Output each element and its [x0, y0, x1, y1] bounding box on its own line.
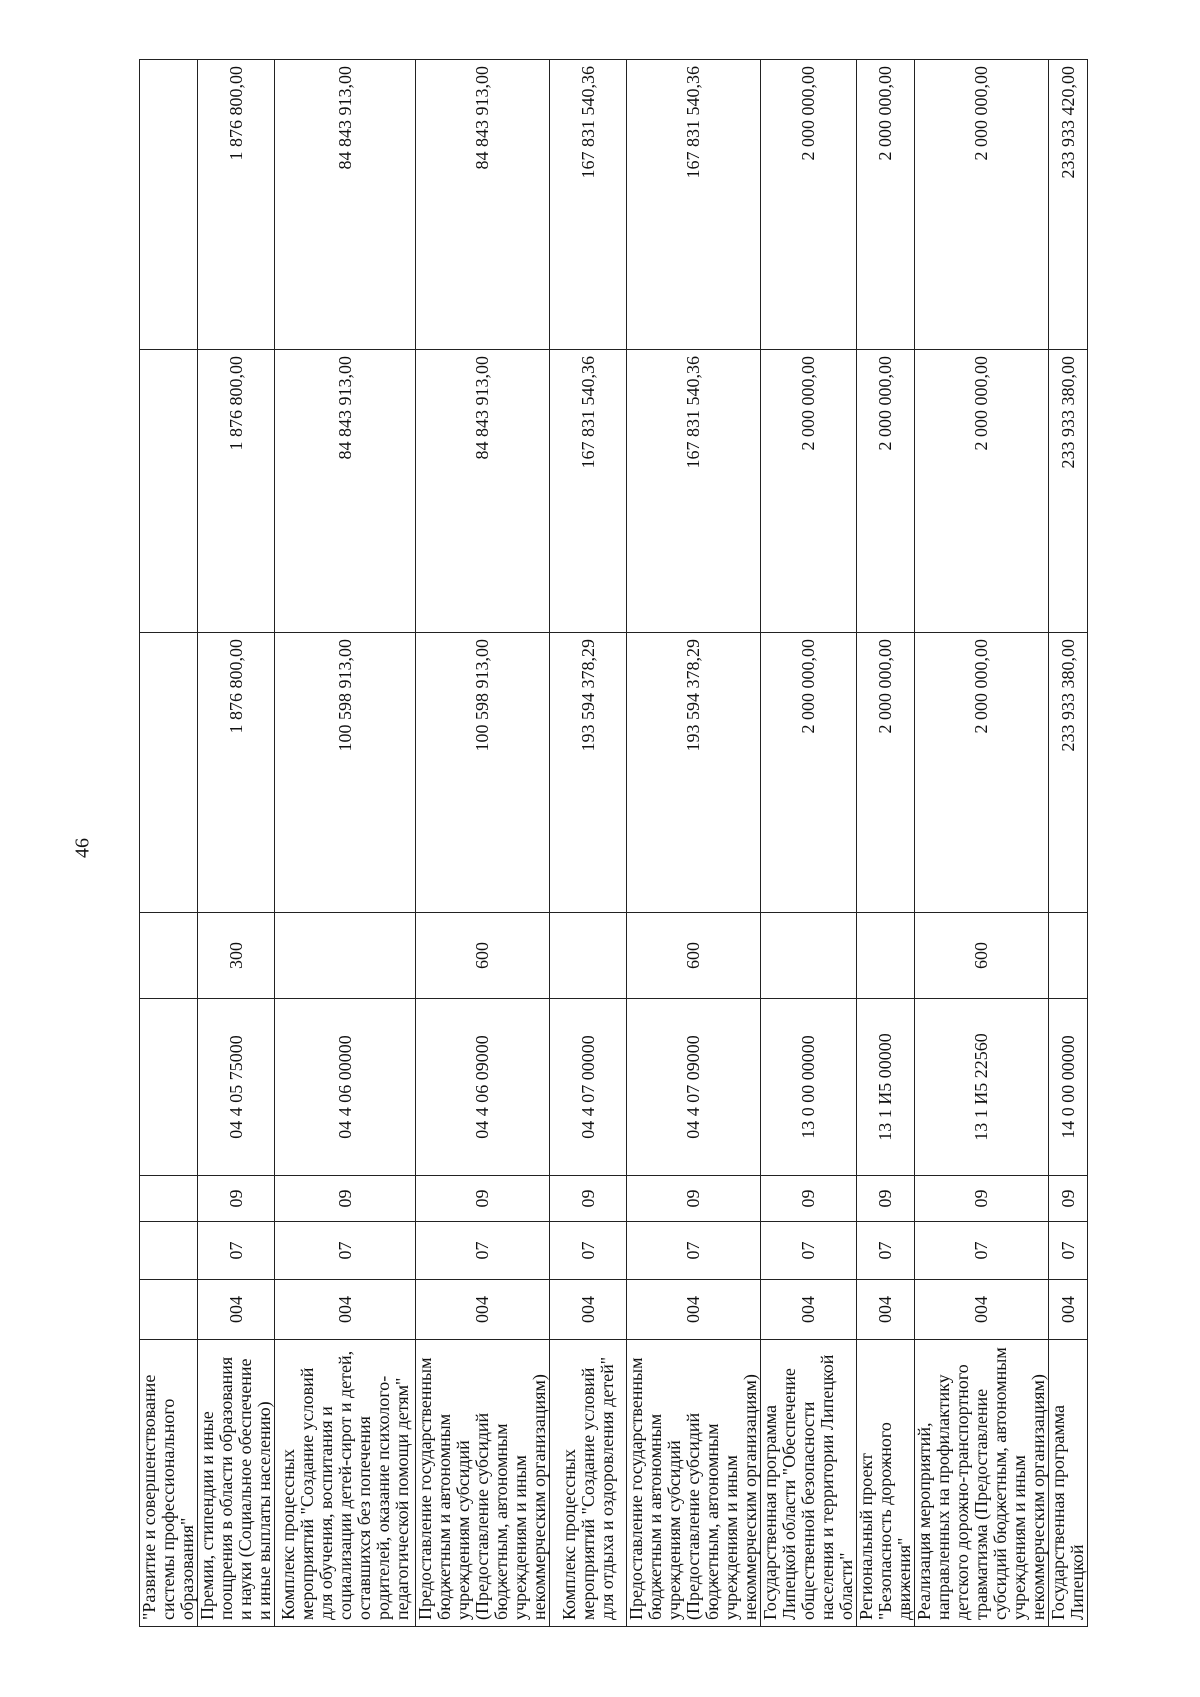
cell-sum-2025: 2 000 000,00 [857, 633, 915, 913]
cell-ministry: 004 [857, 1280, 915, 1340]
cell-sum-2025: 1 876 800,00 [198, 633, 275, 913]
cell-sum-2026: 2 000 000,00 [915, 350, 1049, 633]
table-row [627, 60, 761, 1627]
cell-ministry: 004 [915, 1280, 1049, 1340]
cell-sum-2026: 233 933 380,00 [1049, 350, 1088, 633]
cell-section: 07 [416, 1222, 550, 1280]
cell-name: Государственная программа Липецкой области "Обеспечение общественной безопасности населения и территории Липецкой области" [761, 1340, 857, 1627]
cell-expense-type [857, 913, 915, 999]
cell-section [140, 1222, 198, 1280]
cell-expense-type: 600 [416, 913, 550, 999]
cell-sum-2025: 2 000 000,00 [915, 633, 1049, 913]
cell-sum-2027: 2 000 000,00 [915, 60, 1049, 350]
table-row [275, 60, 416, 1627]
cell-sum-2027: 2 000 000,00 [857, 60, 915, 350]
cell-subsection: 09 [857, 1176, 915, 1222]
cell-target-article: 04 4 07 09000 [627, 999, 761, 1176]
budget-table [139, 59, 1088, 1627]
cell-target-article: 04 4 05 75000 [198, 999, 275, 1176]
cell-name: Реализация мероприятий, направленных на профилактику детского дорожно-транспортного травматизма (Предоставление субсидий бюджетным, автономным учреждениям и иным некоммерческим организациям) [915, 1340, 1049, 1627]
cell-section: 07 [1049, 1222, 1088, 1280]
cell-section: 07 [761, 1222, 857, 1280]
table-row [416, 60, 550, 1627]
cell-expense-type: 300 [198, 913, 275, 999]
cell-ministry: 004 [761, 1280, 857, 1340]
cell-target-article: 14 0 00 00000 [1049, 999, 1088, 1176]
cell-ministry: 004 [416, 1280, 550, 1340]
cell-sum-2025: 193 594 378,29 [627, 633, 761, 913]
cell-expense-type: 600 [915, 913, 1049, 999]
cell-sum-2026: 167 831 540,36 [550, 350, 627, 633]
cell-subsection: 09 [761, 1176, 857, 1222]
cell-sum-2027: 2 000 000,00 [761, 60, 857, 350]
cell-name: Предоставление государственным бюджетным и автономным учреждениям субсидий (Предоставление субсидий бюджетным, автономным учреждениям и иным некоммерческим организациям) [627, 1340, 761, 1627]
cell-expense-type [550, 913, 627, 999]
cell-expense-type [140, 913, 198, 999]
cell-expense-type [275, 913, 416, 999]
table-row [915, 60, 1049, 1627]
cell-subsection: 09 [275, 1176, 416, 1222]
cell-name: Предоставление государственным бюджетным и автономным учреждениям субсидий (Предоставление субсидий бюджетным, автономным учреждениям и иным некоммерческим организациям) [416, 1340, 550, 1627]
cell-expense-type [761, 913, 857, 999]
cell-sum-2026: 2 000 000,00 [761, 350, 857, 633]
cell-target-article: 04 4 06 09000 [416, 999, 550, 1176]
cell-sum-2027: 1 876 800,00 [198, 60, 275, 350]
table-row [1049, 60, 1088, 1627]
cell-sum-2027: 84 843 913,00 [275, 60, 416, 350]
cell-section: 07 [275, 1222, 416, 1280]
cell-ministry: 004 [550, 1280, 627, 1340]
cell-name: "Развитие и совершенствование системы профессионального образования" [140, 1340, 198, 1627]
cell-subsection: 09 [1049, 1176, 1088, 1222]
cell-target-article: 04 4 07 00000 [550, 999, 627, 1176]
budget-table-rotated [139, 60, 1086, 1627]
cell-sum-2025: 2 000 000,00 [761, 633, 857, 913]
cell-section: 07 [857, 1222, 915, 1280]
cell-expense-type [1049, 913, 1088, 999]
cell-sum-2025: 233 933 380,00 [1049, 633, 1088, 913]
cell-section: 07 [550, 1222, 627, 1280]
cell-ministry: 004 [275, 1280, 416, 1340]
page-number: 46 [71, 838, 94, 858]
cell-subsection [140, 1176, 198, 1222]
cell-subsection: 09 [198, 1176, 275, 1222]
cell-target-article [140, 999, 198, 1176]
table-row [857, 60, 915, 1627]
cell-target-article: 04 4 06 00000 [275, 999, 416, 1176]
cell-subsection: 09 [915, 1176, 1049, 1222]
cell-sum-2027: 167 831 540,36 [550, 60, 627, 350]
cell-subsection: 09 [416, 1176, 550, 1222]
cell-sum-2025 [140, 633, 198, 913]
cell-expense-type: 600 [627, 913, 761, 999]
cell-subsection: 09 [627, 1176, 761, 1222]
cell-sum-2025: 100 598 913,00 [275, 633, 416, 913]
table-row [198, 60, 275, 1627]
cell-ministry [140, 1280, 198, 1340]
cell-target-article: 13 1 И5 22560 [915, 999, 1049, 1176]
table-body [140, 60, 1088, 1627]
cell-sum-2025: 193 594 378,29 [550, 633, 627, 913]
cell-sum-2026: 2 000 000,00 [857, 350, 915, 633]
cell-sum-2027: 167 831 540,36 [627, 60, 761, 350]
cell-section: 07 [198, 1222, 275, 1280]
cell-subsection: 09 [550, 1176, 627, 1222]
cell-target-article: 13 0 00 00000 [761, 999, 857, 1176]
cell-section: 07 [915, 1222, 1049, 1280]
cell-name: Государственная программа Липецкой [1049, 1340, 1088, 1627]
cell-section: 07 [627, 1222, 761, 1280]
cell-ministry: 004 [1049, 1280, 1088, 1340]
cell-ministry: 004 [627, 1280, 761, 1340]
cell-sum-2026: 1 876 800,00 [198, 350, 275, 633]
cell-sum-2027: 84 843 913,00 [416, 60, 550, 350]
cell-target-article: 13 1 И5 00000 [857, 999, 915, 1176]
cell-name: Комплекс процессных мероприятий "Создание условий для отдыха и оздоровления детей" [550, 1340, 627, 1627]
cell-sum-2026: 167 831 540,36 [627, 350, 761, 633]
table-row [140, 60, 198, 1627]
cell-sum-2026: 84 843 913,00 [275, 350, 416, 633]
cell-sum-2025: 100 598 913,00 [416, 633, 550, 913]
cell-sum-2026 [140, 350, 198, 633]
cell-name: Региональный проект "Безопасность дорожного движения" [857, 1340, 915, 1627]
table-row [550, 60, 627, 1627]
cell-ministry: 004 [198, 1280, 275, 1340]
cell-name: Комплекс процессных мероприятий "Создание условий для обучения, воспитания и социализации детей-сирот и детей, оставшихся без попечения родителей, оказание психолого-педагогической помощи детям" [275, 1340, 416, 1627]
cell-sum-2027: 233 933 420,00 [1049, 60, 1088, 350]
cell-name: Премии, стипендии и иные поощрения в области образования и науки (Социальное обеспечение и иные выплаты населению) [198, 1340, 275, 1627]
table-row [761, 60, 857, 1627]
cell-sum-2026: 84 843 913,00 [416, 350, 550, 633]
cell-sum-2027 [140, 60, 198, 350]
